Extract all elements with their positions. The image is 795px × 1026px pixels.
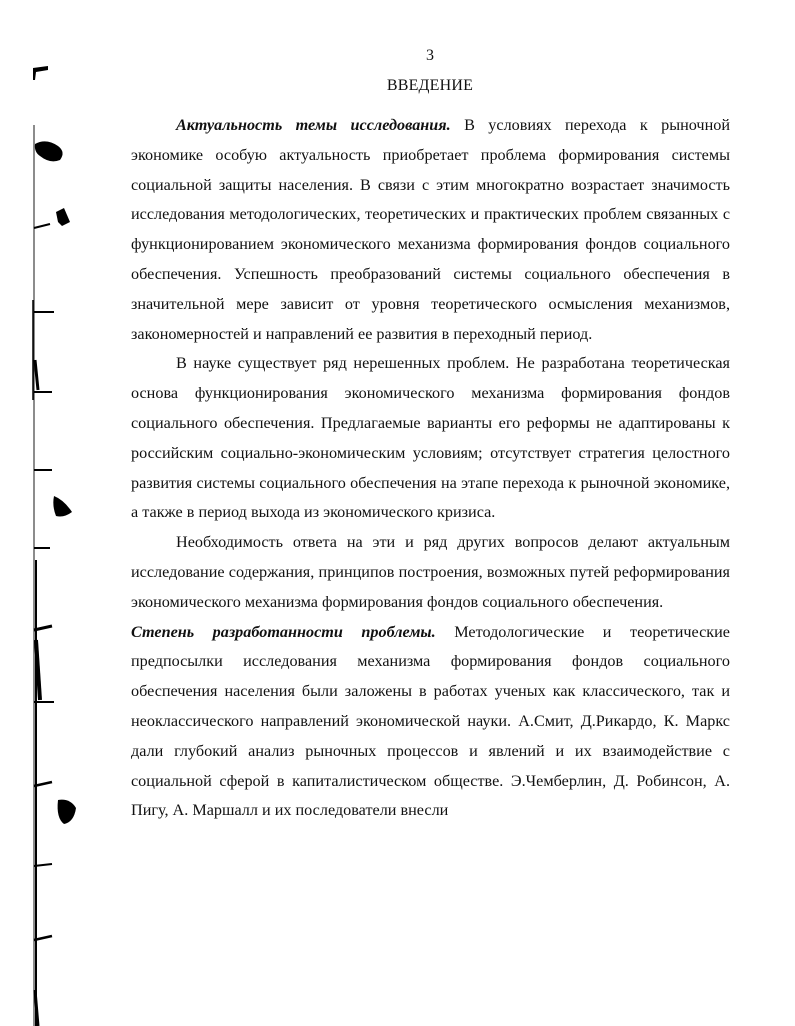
paragraph-problems — [131, 349, 730, 528]
section-heading: ВВЕДЕНИЕ — [386, 77, 474, 94]
paragraph-necessity — [131, 528, 730, 617]
paragraph-elaboration — [131, 618, 730, 827]
paragraph-relevance — [131, 111, 730, 349]
paragraph-text: В условиях перехода к рыночной экономике особую актуальность приобретает проблема формирования системы социальной защиты населения. В связи с этим многократно возрастает значимость исследования методологических, теоретических и практических проблем связанных с функционированием экономического механизма формирования фондов социального обеспечения. Успешность преобразований системы социального обеспечения в значительной мере зависит от уровня теоретического осмысления механизмов, закономерностей и направлений ее развития в переходный период. — [131, 116, 730, 343]
paragraph-text: В науке существует ряд нерешенных проблем. Не разработана теоретическая основа функционирования экономического механизма формирования фондов социального обеспечения. Предлагаемые варианты его реформы не адаптированы к российским социально-экономическим условиям; отсутствует стратегия целостного развития системы социального обеспечения на этапе перехода к рыночной экономике, а также в период выхода из экономического кризиса. — [131, 354, 730, 522]
paragraph-lead: Актуальность темы исследования. — [176, 116, 451, 134]
body-text — [131, 111, 730, 826]
paragraph-text: Необходимость ответа на эти и ряд других вопросов делают актуальным исследование содержания, принципов построения, возможных путей реформирования экономического механизма формирования фондов социального обеспечения. — [131, 533, 730, 611]
paragraph-lead: Степень разработанности проблемы. — [131, 622, 436, 641]
scan-binding-edge — [0, 0, 80, 1026]
paragraph-text: Методологические и теоретические предпосылки исследования механизма формирования фондов социального обеспечения населения были заложены в работах ученых как классического, так и неоклассического направлений экономической науки. А.Смит, Д.Рикардо, К. Маркс дали глубокий анализ рыночных процессов и явлений и их взаимодействие с социальной сферой в капиталистическом обществе. Э.Чемберлин, Д. Робинсон, А. Пигу, А. Маршалл и их последователи внесли — [131, 622, 730, 820]
page-number: 3 — [426, 47, 434, 64]
